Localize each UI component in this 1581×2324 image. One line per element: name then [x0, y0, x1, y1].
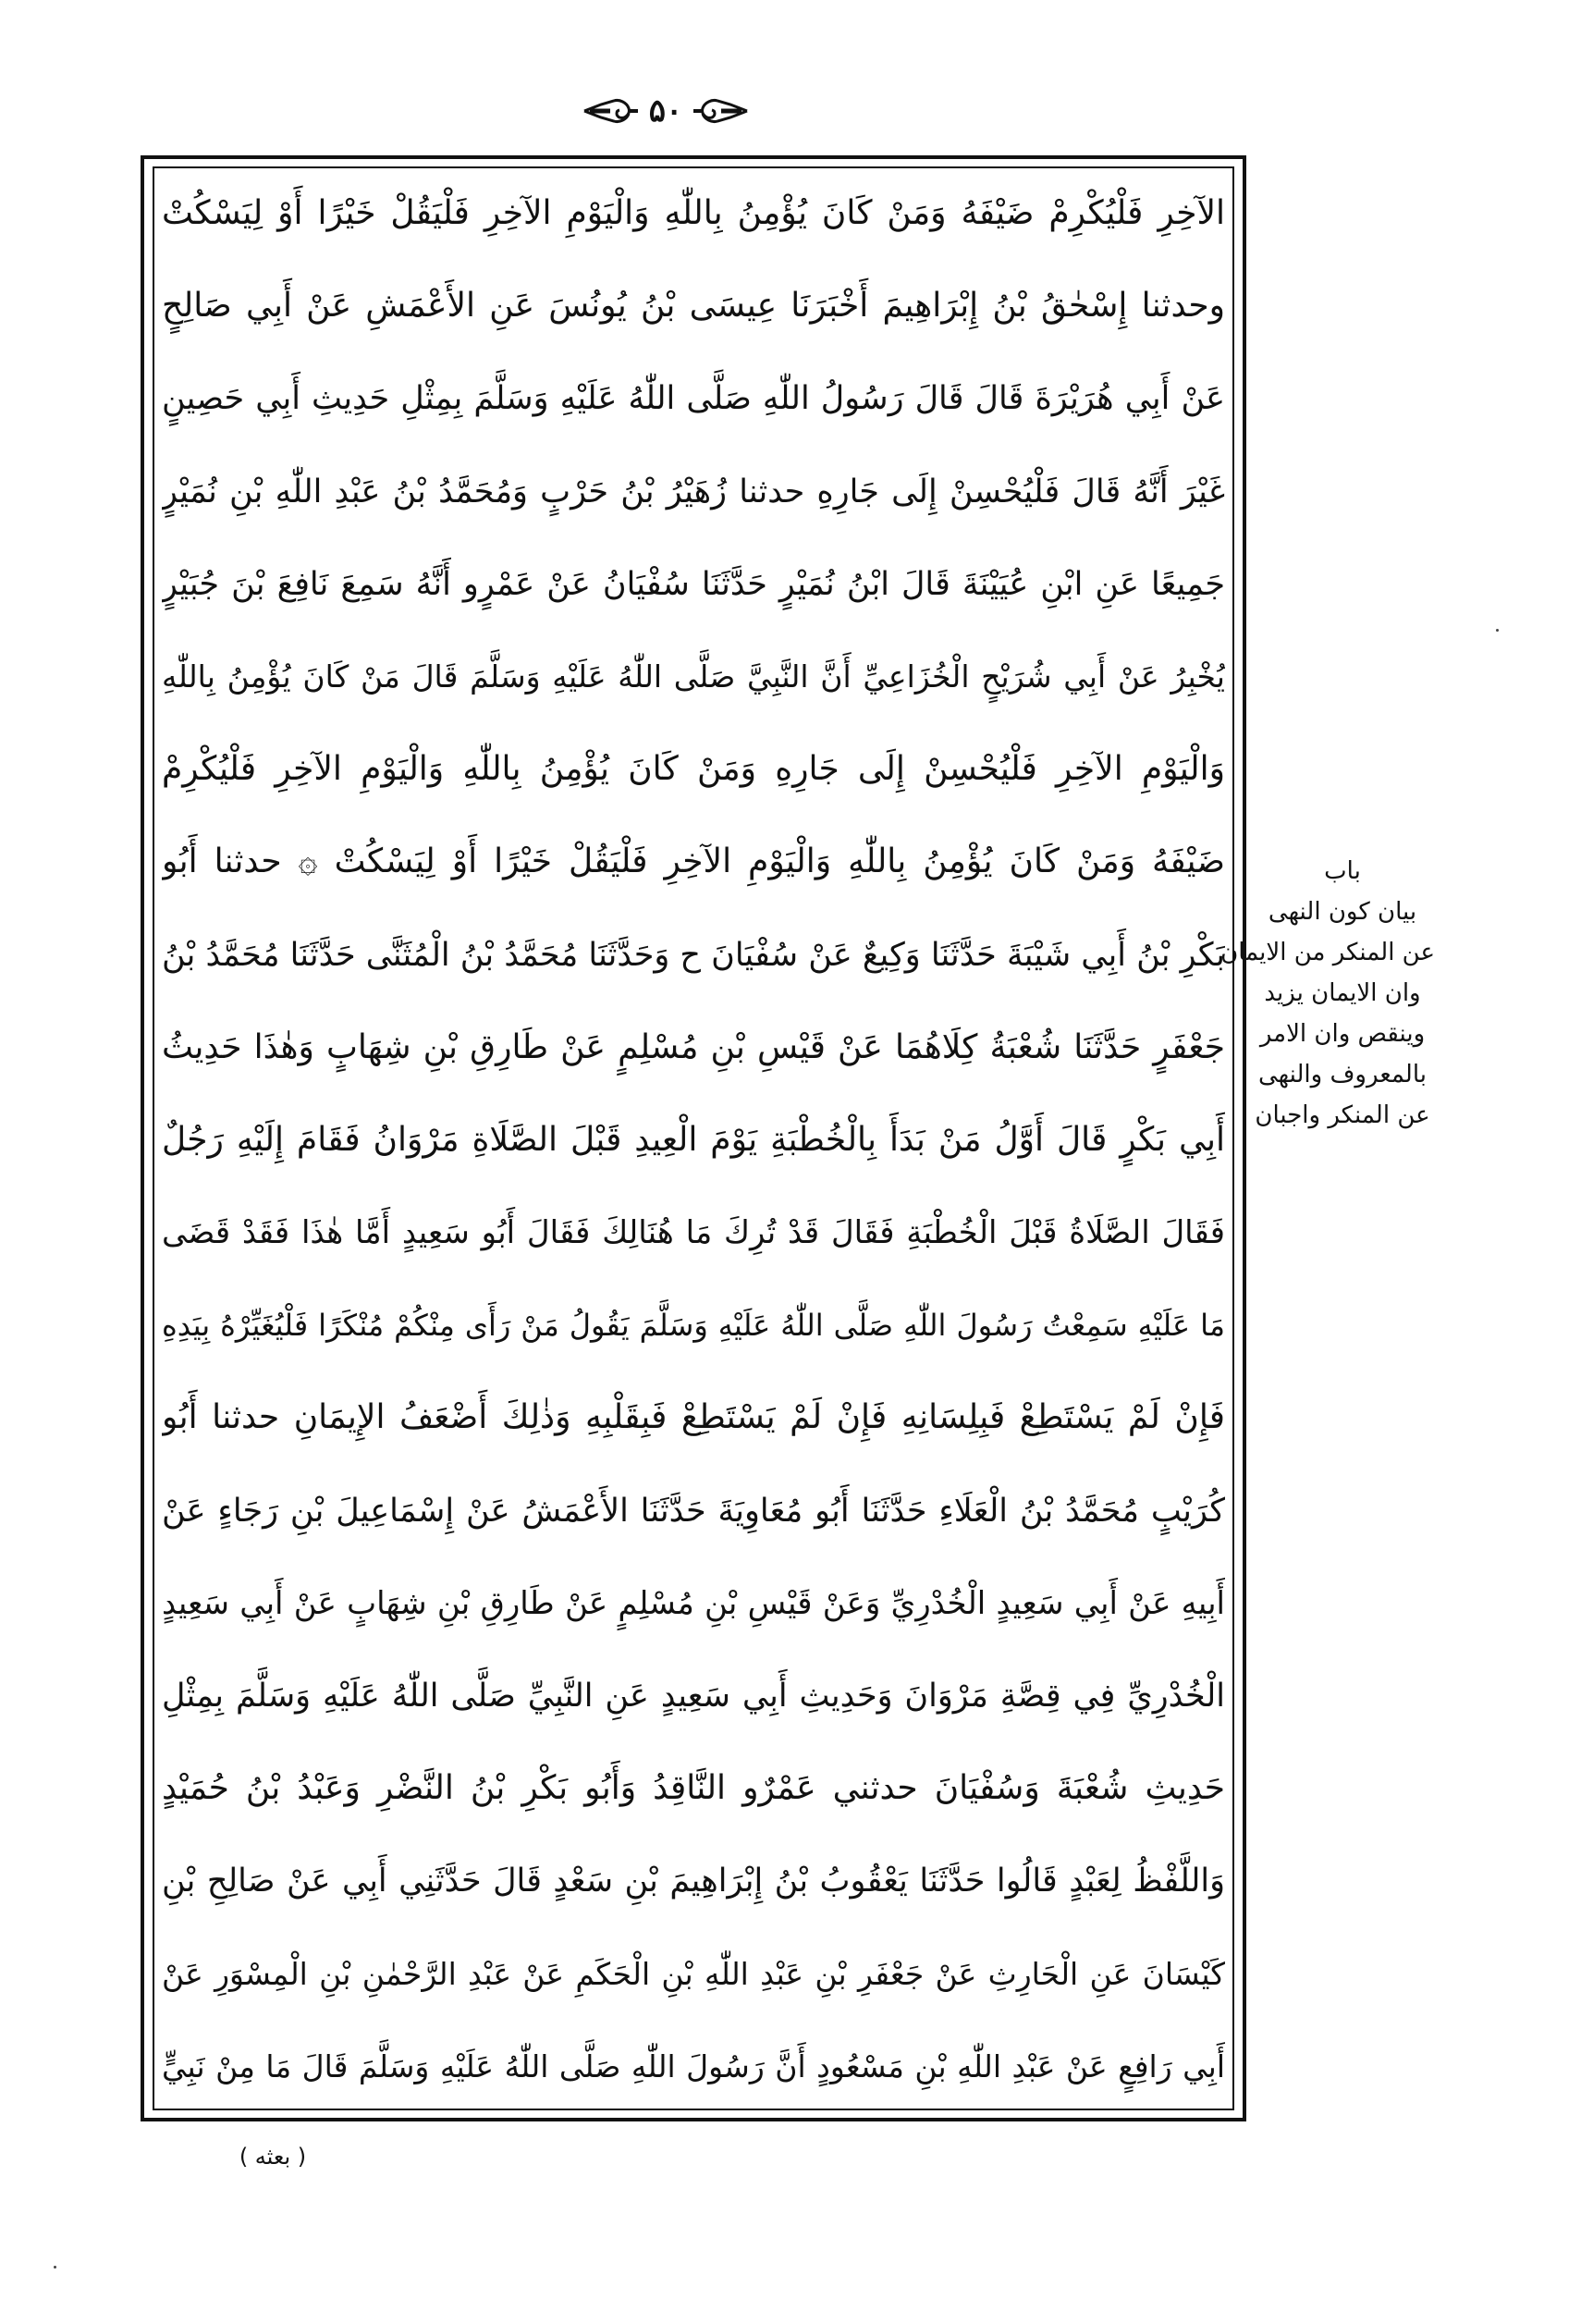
text-line: يُخْبِرُ عَنْ أَبِي شُرَيْحٍ الْخُزَاعِيِّ أَنَّ النَّبِيَّ صَلَّى اللّٰهُ عَلَيْهِ وَسَلَّمَ قَالَ مَنْ كَانَ يُؤْمِنُ بِاللّٰهِ	[162, 658, 1225, 695]
text-line: أَبِي بَكْرٍ قَالَ أَوَّلُ مَنْ بَدَأَ بِالْخُطْبَةِ يَوْمَ الْعِيدِ قَبْلَ الصَّلَاةِ مَرْوَانُ فَقَامَ إِلَيْهِ رَجُلٌ	[162, 1120, 1225, 1159]
margin-chapter-heading	[1220, 851, 1435, 1136]
text-line: وحدثنا إِسْحٰقُ بْنُ إِبْرَاهِيمَ أَخْبَرَنَا عِيسَى بْنُ يُونُسَ عَنِ الأَعْمَشِ عَنْ أَبِي صَالِحٍ	[162, 287, 1225, 326]
margin-heading-line: باب	[1324, 857, 1361, 885]
text-line: فَإِنْ لَمْ يَسْتَطِعْ فَبِلِسَانِهِ فَإِنْ لَمْ يَسْتَطِعْ فَبِقَلْبِهِ وَذٰلِكَ أَضْعَفُ الإِيمَانِ حدثنا أَبُو	[162, 1398, 1225, 1437]
text-line: كُرَيْبٍ مُحَمَّدُ بْنُ الْعَلَاءِ حَدَّثَنَا أَبُو مُعَاوِيَةَ حَدَّثَنَا الأَعْمَشُ عَنْ إِسْمَاعِيلَ بْنِ رَجَاءٍ عَنْ	[162, 1492, 1225, 1530]
margin-heading-line: وان الايمان يزيد	[1264, 979, 1421, 1007]
catchword: ( بعثه )	[239, 2144, 307, 2170]
left-ornament-icon	[582, 95, 640, 127]
text-line: جَمِيعًا عَنِ ابْنِ عُيَيْنَةَ قَالَ ابْنُ نُمَيْرٍ حَدَّثَنَا سُفْيَانُ عَنْ عَمْرٍو أَنَّهُ سَمِعَ نَافِعَ بْنَ جُبَيْرٍ	[162, 565, 1225, 603]
text-line: وَالْيَوْمِ الآخِرِ فَلْيُحْسِنْ إِلَى جَارِهِ وَمَنْ كَانَ يُؤْمِنُ بِاللّٰهِ وَالْيَوْمِ الآخِرِ فَلْيُكْرِمْ	[162, 750, 1225, 789]
text-line: عَنْ أَبِي هُرَيْرَةَ قَالَ قَالَ رَسُولُ اللّٰهِ صَلَّى اللّٰهُ عَلَيْهِ وَسَلَّمَ بِمِثْلِ حَدِيثِ أَبِي حَصِينٍ	[162, 380, 1225, 418]
margin-heading-line: عن المنكر من الايمان	[1220, 939, 1435, 966]
main-text-block	[162, 178, 1225, 2103]
text-line: أَبِي رَافِعٍ عَنْ عَبْدِ اللّٰهِ بْنِ مَسْعُودٍ أَنَّ رَسُولَ اللّٰهِ صَلَّى اللّٰهُ عَلَيْهِ وَسَلَّمَ قَالَ مَا مِنْ نَبِيٍّ	[162, 2047, 1225, 2084]
scan-speck	[54, 2266, 56, 2269]
text-line: بَكْرِ بْنُ أَبِي شَيْبَةَ حَدَّثَنَا وَكِيعٌ عَنْ سُفْيَانَ ح وَحَدَّثَنَا مُحَمَّدُ بْنُ الْمُثَنَّى حَدَّثَنَا مُحَمَّدُ بْنُ	[162, 936, 1225, 974]
margin-heading-line: عن المنكر واجبان	[1255, 1101, 1430, 1129]
text-line: غَيْرَ أَنَّهُ قَالَ فَلْيُحْسِنْ إِلَى جَارِهِ حدثنا زُهَيْرُ بْنُ حَرْبٍ وَمُحَمَّدُ بْنُ عَبْدِ اللّٰهِ بْنِ نُمَيْرٍ	[162, 473, 1225, 510]
text-line: وَاللَّفْظُ لِعَبْدٍ قَالُوا حَدَّثَنَا يَعْقُوبُ بْنُ إِبْرَاهِيمَ بْنِ سَعْدٍ قَالَ حَدَّثَنِي أَبِي عَنْ صَالِحِ بْنِ	[162, 1863, 1225, 1900]
text-line: مَا عَلَيْهِ سَمِعْتُ رَسُولَ اللّٰهِ صَلَّى اللّٰهُ عَلَيْهِ وَسَلَّمَ يَقُولُ مَنْ رَأَى مِنْكُمْ مُنْكَرًا فَلْيُغَيِّرْهُ بِيَدِهِ	[162, 1308, 1225, 1344]
text-line: جَعْفَرٍ حَدَّثَنَا شُعْبَةُ كِلَاهُمَا عَنْ قَيْسِ بْنِ مُسْلِمٍ عَنْ طَارِقِ بْنِ شِهَابٍ وَهٰذَا حَدِيثُ	[162, 1027, 1225, 1066]
scan-speck	[1496, 629, 1499, 632]
text-line: فَقَالَ الصَّلَاةُ قَبْلَ الْخُطْبَةِ فَقَالَ قَدْ تُرِكَ مَا هُنَالِكَ فَقَالَ أَبُو سَعِيدٍ أَمَّا هٰذَا فَقَدْ قَضَى	[162, 1214, 1225, 1252]
text-line: الآخِرِ فَلْيُكْرِمْ ضَيْفَهُ وَمَنْ كَانَ يُؤْمِنُ بِاللّٰهِ وَالْيَوْمِ الآخِرِ فَلْيَقُلْ خَيْرًا أَوْ لِيَسْكُتْ	[162, 194, 1225, 232]
page-number-header	[573, 89, 758, 133]
text-line: أَبِيهِ عَنْ أَبِي سَعِيدٍ الْخُدْرِيِّ وَعَنْ قَيْسِ بْنِ مُسْلِمٍ عَنْ طَارِقِ بْنِ شِهَابٍ عَنْ أَبِي سَعِيدٍ	[162, 1584, 1225, 1622]
margin-heading-line: بالمعروف والنهى	[1258, 1061, 1427, 1088]
text-line: حَدِيثِ شُعْبَةَ وَسُفْيَانَ حدثني عَمْرٌو النَّاقِدُ وَأَبُو بَكْرِ بْنُ النَّضْرِ وَعَبْدُ بْنُ حُمَيْدٍ	[162, 1769, 1225, 1808]
text-line: كَيْسَانَ عَنِ الْحَارِثِ عَنْ جَعْفَرِ بْنِ عَبْدِ اللّٰهِ بْنِ الْحَكَمِ عَنْ عَبْدِ الرَّحْمٰنِ بْنِ الْمِسْوَرِ عَنْ	[162, 1955, 1225, 1992]
text-line: ضَيْفَهُ وَمَنْ كَانَ يُؤْمِنُ بِاللّٰهِ وَالْيَوْمِ الآخِرِ فَلْيَقُلْ خَيْرًا أَوْ لِيَسْكُتْ ۞ حدثنا أَبُو	[162, 842, 1225, 881]
right-ornament-icon	[692, 95, 749, 127]
margin-heading-line: وينقص وان الامر	[1259, 1020, 1426, 1048]
text-line: الْخُدْرِيِّ فِي قِصَّةِ مَرْوَانَ وَحَدِيثِ أَبِي سَعِيدٍ عَنِ النَّبِيِّ صَلَّى اللّٰهُ عَلَيْهِ وَسَلَّمَ بِمِثْلِ	[162, 1678, 1225, 1715]
margin-heading-line: بيان كون النهى	[1268, 898, 1417, 926]
page-number: ۵۰	[648, 92, 683, 129]
